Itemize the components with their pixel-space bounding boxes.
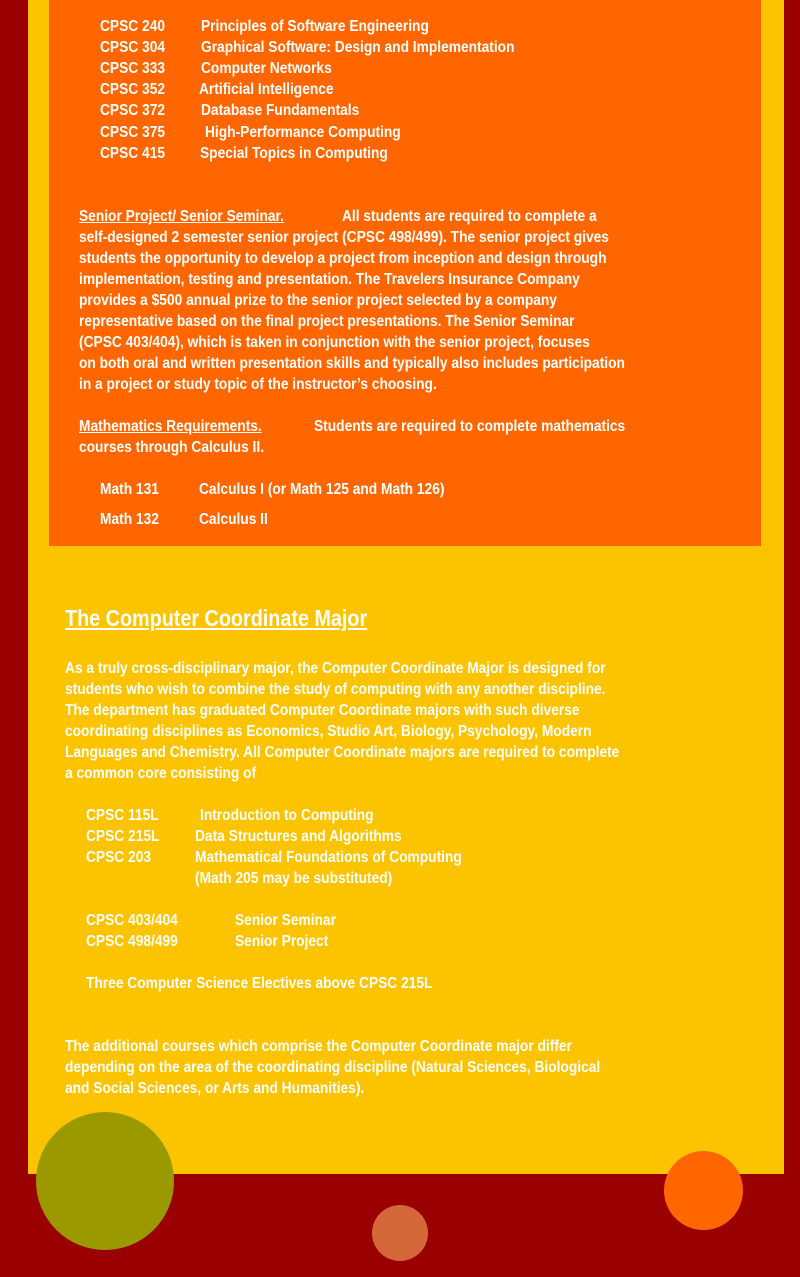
paragraph-line: depending on the area of the coordinating discipline (Natural Sciences, Biological <box>65 1059 601 1076</box>
paragraph-line: self-designed 2 semester senior project (CPSC 498/499). The senior project gives <box>79 229 609 246</box>
paragraph-line: coordinating disciplines as Economics, Studio Art, Biology, Psychology, Modern <box>65 723 592 740</box>
senior-project-heading: Senior Project/ Senior Seminar. <box>79 208 284 225</box>
paragraph-line: Languages and Chemistry. All Computer Coordinate majors are required to complete <box>65 744 620 761</box>
substitution-note: (Math 205 may be substituted) <box>195 870 393 887</box>
coordinate-major-title: The Computer Coordinate Major <box>65 605 368 631</box>
course-title: High-Performance Computing <box>205 124 401 141</box>
course-title: Senior Seminar <box>235 912 336 929</box>
paragraph-line: on both oral and written presentation skills and typically also includes participation <box>79 355 625 372</box>
course-code: CPSC 375 <box>100 124 166 141</box>
course-code: CPSC 352 <box>100 81 166 98</box>
olive-circle-decoration <box>36 1112 174 1250</box>
course-title: Introduction to Computing <box>200 807 374 824</box>
course-code: CPSC 304 <box>100 39 166 56</box>
course-code: CPSC 403/404 <box>86 912 178 929</box>
paragraph-line: Students are required to complete mathematics <box>314 418 626 435</box>
paragraph-line: provides a $500 annual prize to the senior project selected by a company <box>79 292 557 309</box>
course-title: Senior Project <box>235 933 329 950</box>
paragraph-line: representative based on the final project presentations. The Senior Seminar <box>79 313 575 330</box>
paragraph-line: implementation, testing and presentation. The Travelers Insurance Company <box>79 271 580 288</box>
course-title: Calculus I (or Math 125 and Math 126) <box>199 481 445 498</box>
paragraph-line: The additional courses which comprise the Computer Coordinate major differ <box>65 1038 572 1055</box>
course-code: CPSC 372 <box>100 102 166 119</box>
course-code: CPSC 115L <box>86 807 159 824</box>
course-code: CPSC 215L <box>86 828 160 845</box>
course-title: Principles of Software Engineering <box>201 18 429 35</box>
course-code: Math 131 <box>100 481 159 498</box>
paragraph-line: The department has graduated Computer Coordinate majors with such diverse <box>65 702 580 719</box>
paragraph-line: students who wish to combine the study of computing with any another discipline. <box>65 681 606 698</box>
course-code: Math 132 <box>100 511 159 528</box>
course-code: CPSC 203 <box>86 849 152 866</box>
course-code: CPSC 333 <box>100 60 166 77</box>
course-code: CPSC 498/499 <box>86 933 178 950</box>
course-title: Computer Networks <box>201 60 332 77</box>
paragraph-line: a common core consisting of <box>65 765 257 782</box>
electives-note: Three Computer Science Electives above CPSC 215L <box>86 975 433 992</box>
paragraph-line: All students are required to complete a <box>342 208 597 225</box>
course-title: Mathematical Foundations of Computing <box>195 849 462 866</box>
orange-circle-decoration <box>664 1151 743 1230</box>
course-code: CPSC 240 <box>100 18 166 35</box>
course-title: Special Topics in Computing <box>200 145 388 162</box>
course-title: Graphical Software: Design and Implementation <box>201 39 515 56</box>
paragraph-line: and Social Sciences, or Arts and Humanities). <box>65 1080 365 1097</box>
paragraph-line: courses through Calculus II. <box>79 439 265 456</box>
course-title: Database Fundamentals <box>201 102 360 119</box>
course-title: Data Structures and Algorithms <box>195 828 402 845</box>
paragraph-line: As a truly cross-disciplinary major, the Computer Coordinate Major is designed for <box>65 660 606 677</box>
course-title: Artificial Intelligence <box>199 81 334 98</box>
math-requirements-heading: Mathematics Requirements. <box>79 418 262 435</box>
paragraph-line: in a project or study topic of the instructor’s choosing. <box>79 376 437 393</box>
paragraph-line: students the opportunity to develop a project from inception and design through <box>79 250 607 267</box>
course-code: CPSC 415 <box>100 145 166 162</box>
copper-circle-decoration <box>372 1205 428 1261</box>
paragraph-line: (CPSC 403/404), which is taken in conjunction with the senior project, focuses <box>79 334 590 351</box>
course-title: Calculus II <box>199 511 268 528</box>
